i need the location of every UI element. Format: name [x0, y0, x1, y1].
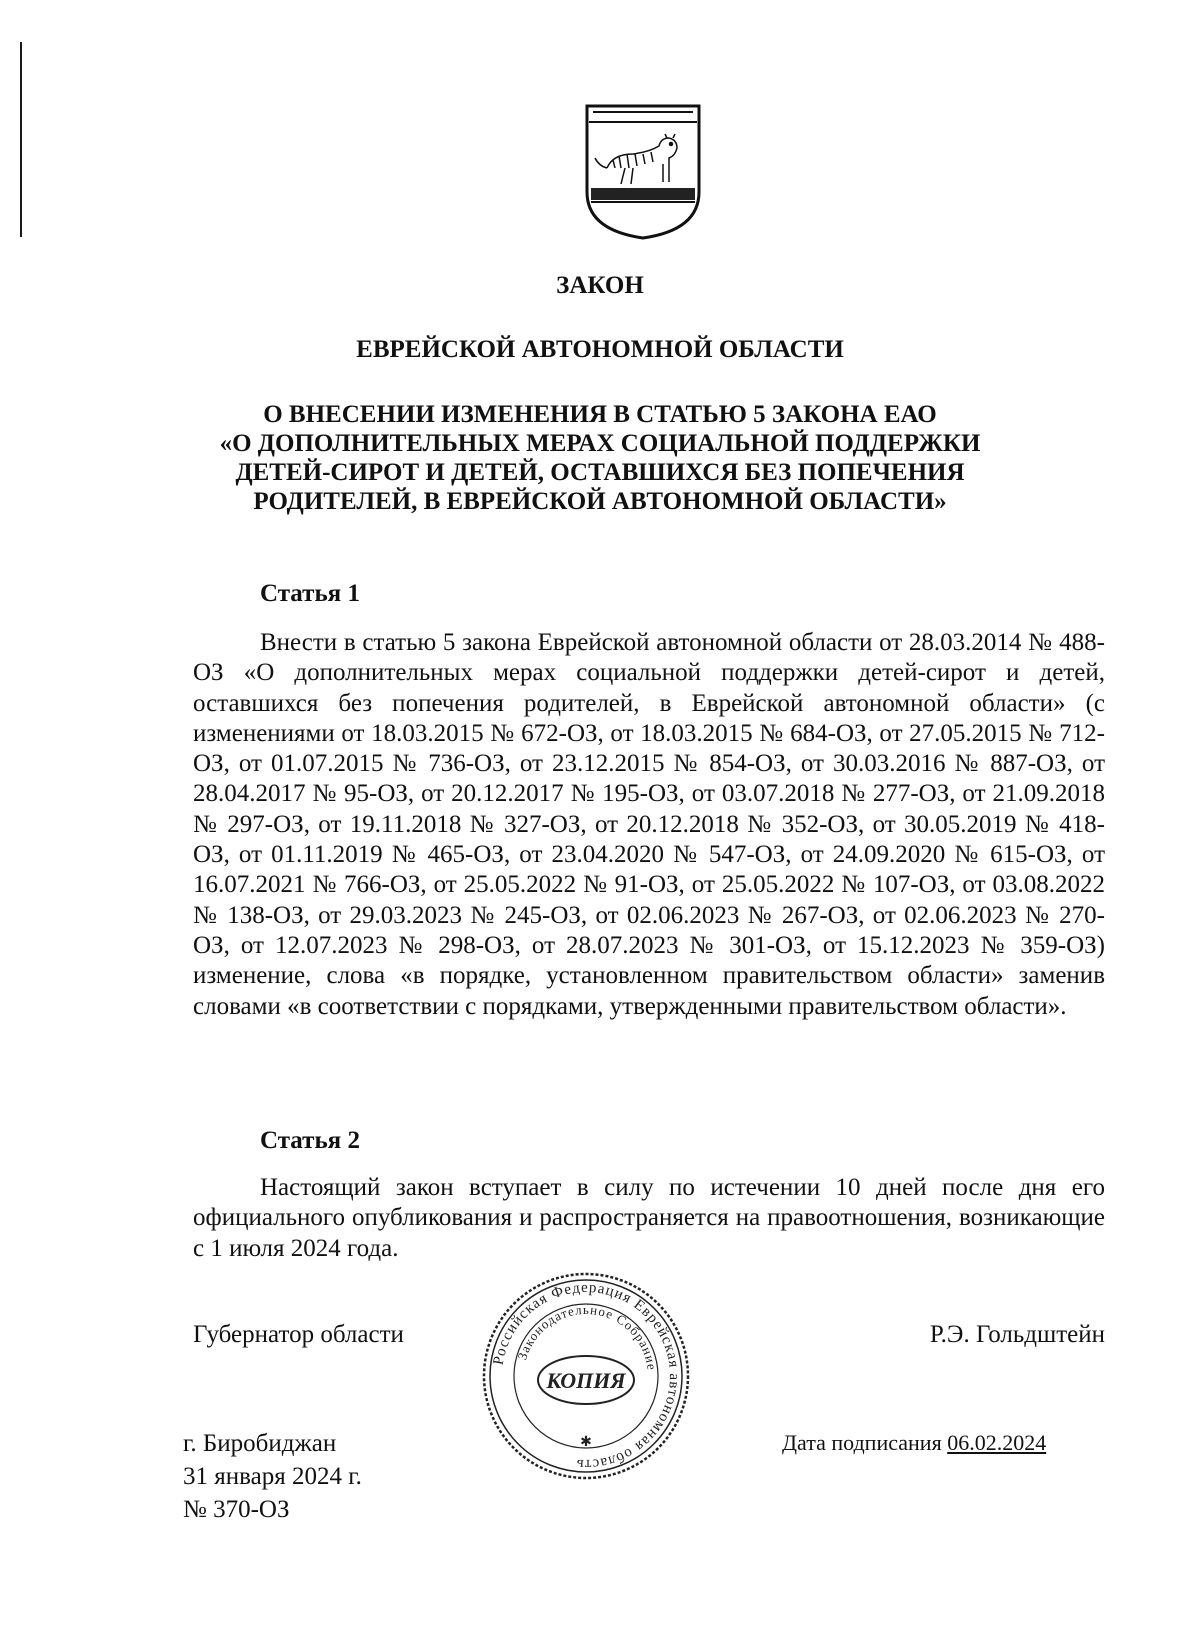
- law-date: 31 января 2024 г.: [183, 1463, 362, 1490]
- title-line: РОДИТЕЛЕЙ, В ЕВРЕЙСКОЙ АВТОНОМНОЙ ОБЛАСТИ»: [253, 488, 947, 515]
- article-2-text: Настоящий закон вступает в силу по истечении 10 дней после дня его официального опубликования и распространяется на правоотношения, возникающие с 1 июля 2024 года.: [193, 1174, 1105, 1262]
- article-1-heading: Статья 1: [260, 580, 360, 607]
- signing-date: [782, 1426, 1046, 1459]
- article-1-text: Внести в статью 5 закона Еврейской автономной области от 28.03.2014 № 488-ОЗ «О дополнительных мерах социальной поддержки детей-сирот и детей, оставшихся без попечения родителей, в Еврейской автономной области» (с изменениями от 18.03.2015 № 672-ОЗ, от 18.03.2015 № 684-ОЗ, от 27.05.2015 № 712-ОЗ, от 01.07.2015 № 736-ОЗ, от 23.12.2015 № 854-ОЗ, от 30.03.2016 № 887-ОЗ, от 28.04.2017 № 95-ОЗ, от 20.12.2017 № 195-ОЗ, от 03.07.2018 № 277-ОЗ, от 21.09.2018 № 297-ОЗ, от 19.11.2018 № 327-ОЗ, от 20.12.2018 № 352-ОЗ, от 30.05.2019 № 418-ОЗ, от 01.11.2019 № 465-ОЗ, от 23.04.2020 № 547-ОЗ, от 24.09.2020 № 615-ОЗ, от 16.07.2021 № 766-ОЗ, от 25.05.2022 № 91-ОЗ, от 25.05.2022 № 107-ОЗ, от 03.08.2022 № 138-ОЗ, от 29.03.2023 № 245-ОЗ, от 02.06.2023 № 267-ОЗ, от 02.06.2023 № 270-ОЗ, от 12.07.2023 № 298-ОЗ, от 28.07.2023 № 301-ОЗ, от 15.12.2023 № 359-ОЗ) изменение, слова «в порядке, установленном правительством области» заменив словами «в соответствии с порядками, утвержденными правительством области».: [193, 629, 1105, 1020]
- law-label: ЗАКОН: [556, 272, 644, 299]
- signing-date-label: Дата подписания: [782, 1430, 942, 1455]
- coat-of-arms-emblem: [583, 102, 703, 242]
- article-2-heading: Статья 2: [260, 1127, 360, 1154]
- signing-city: г. Биробиджан: [183, 1430, 337, 1457]
- stamp-inner-text: Законодательное Собрание: [514, 1301, 660, 1372]
- signing-date-value: 06.02.2024: [947, 1430, 1047, 1455]
- governor-name: Р.Э. Гольдштейн: [929, 1321, 1105, 1348]
- stamp-center-text: КОПИЯ: [546, 1368, 626, 1393]
- stamp-star-icon: ✱: [580, 1434, 592, 1450]
- law-title: [0, 400, 1200, 516]
- law-number: № 370-ОЗ: [183, 1496, 290, 1523]
- governor-title: Губернатор области: [193, 1321, 404, 1348]
- official-stamp: [480, 1270, 692, 1482]
- stamp-outer-text: Российская Федерация Еврейская автономная область: [490, 1279, 683, 1473]
- title-line: ДЕТЕЙ-СИРОТ И ДЕТЕЙ, ОСТАВШИХСЯ БЕЗ ПОПЕЧЕНИЯ: [235, 459, 965, 486]
- scan-edge-line: [20, 42, 22, 237]
- title-line: «О ДОПОЛНИТЕЛЬНЫХ МЕРАХ СОЦИАЛЬНОЙ ПОДДЕРЖКИ: [219, 430, 981, 457]
- region-heading: ЕВРЕЙСКОЙ АВТОНОМНОЙ ОБЛАСТИ: [356, 336, 844, 363]
- title-line: О ВНЕСЕНИИ ИЗМЕНЕНИЯ В СТАТЬЮ 5 ЗАКОНА ЕАО: [263, 401, 937, 428]
